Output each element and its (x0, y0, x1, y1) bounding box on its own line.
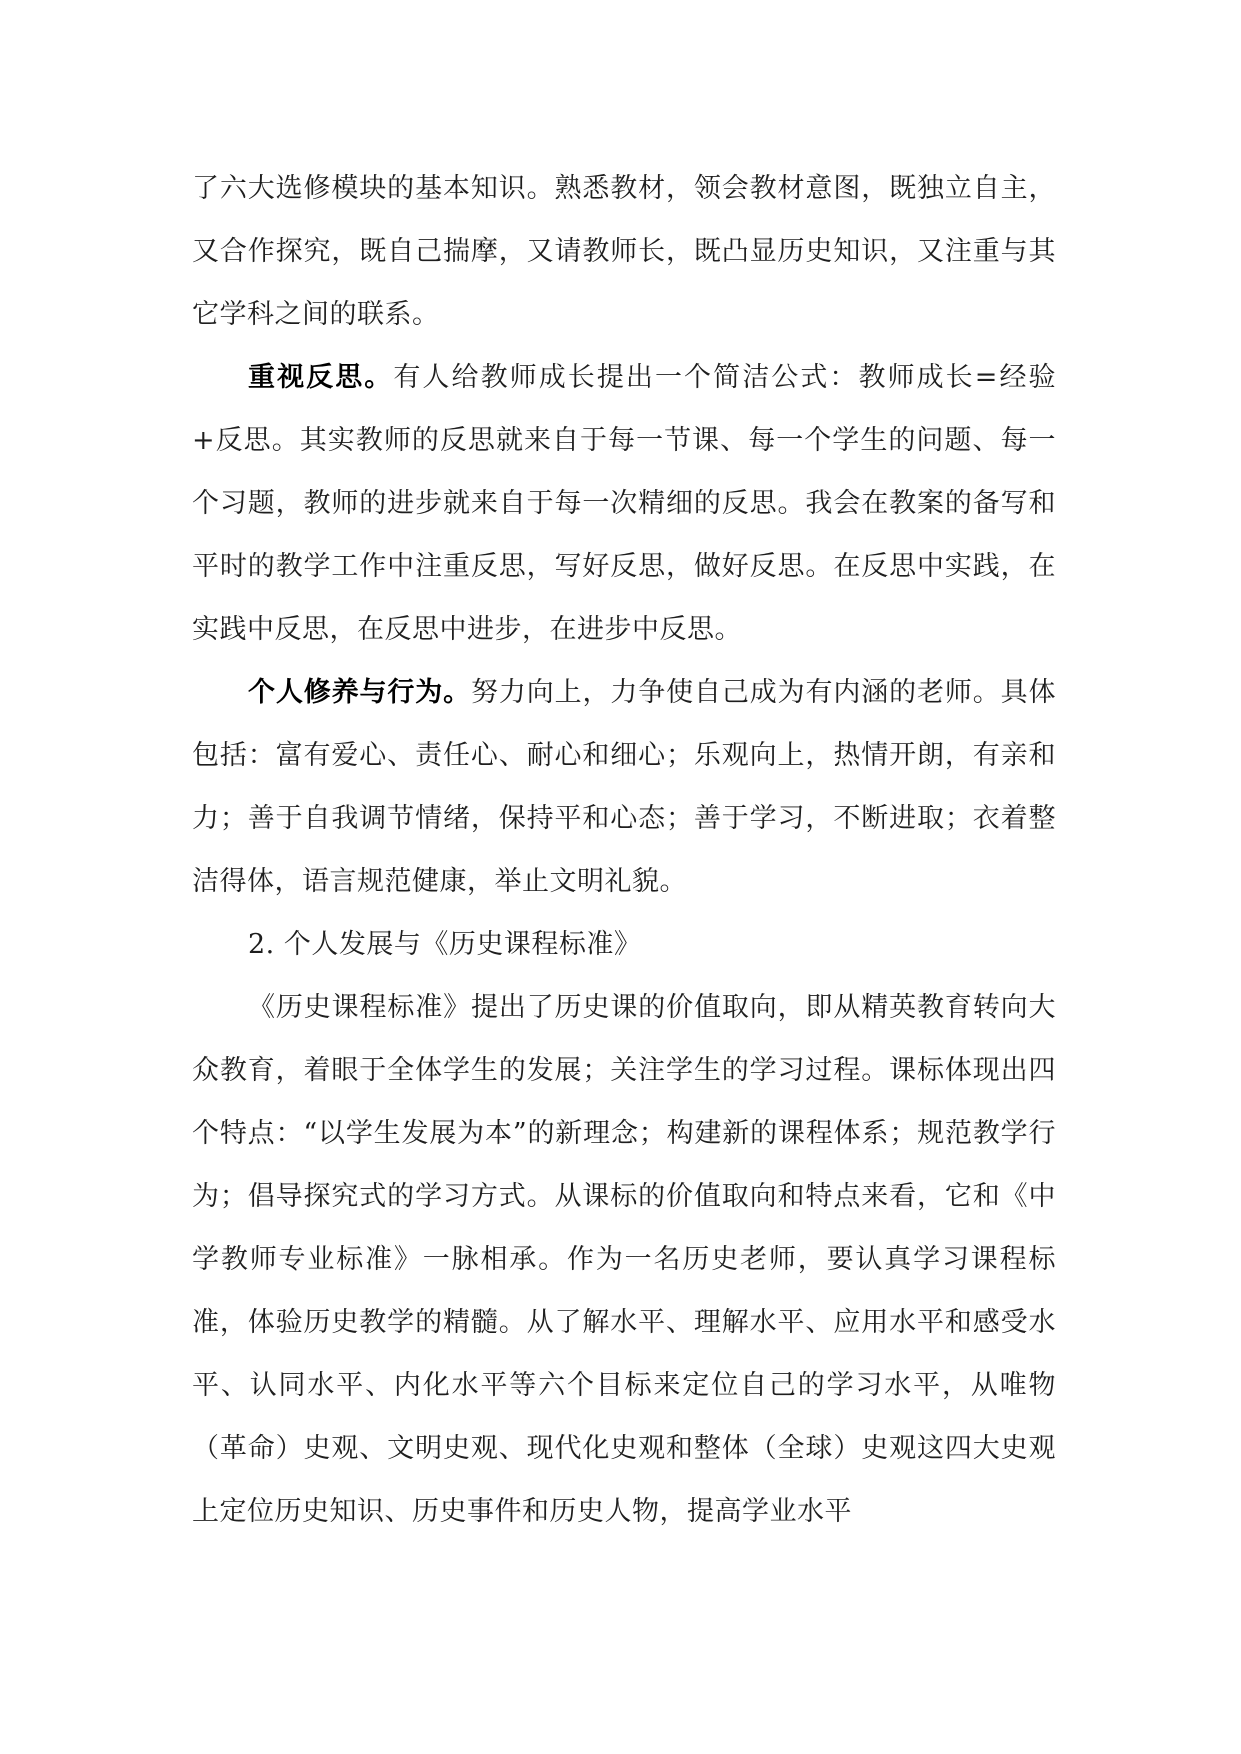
document-body (192, 157, 1056, 1543)
paragraph-text: 有人给教师成长提出一个简洁公式：教师成长=经验+反思。其实教师的反思就来自于每一节课、每一个学生的问题、每一个习题，教师的进步就来自于每一次精细的反思。我会在教案的备写和平时的教学工作中注重反思，写好反思，做好反思。在反思中实践，在实践中反思，在反思中进步，在进步中反思。 (192, 362, 1057, 645)
paragraph-reflection (192, 346, 1056, 661)
paragraph-lead-personal-conduct: 个人修养与行为。 (248, 677, 471, 708)
paragraph-lead-reflection: 重视反思。 (248, 362, 394, 393)
paragraph-curriculum-standard (192, 976, 1056, 1543)
paragraph-text: 了六大选修模块的基本知识。熟悉教材，领会教材意图，既独立自主，又合作探究，既自己揣摩，又请教师长，既凸显历史知识，又注重与其它学科之间的联系。 (192, 173, 1056, 330)
paragraph-continuation (192, 157, 1056, 346)
section-heading: 2. 个人发展与《历史课程标准》 (248, 929, 642, 960)
paragraph-text: 《历史课程标准》提出了历史课的价值取向，即从精英教育转向大众教育，着眼于全体学生的发展；关注学生的学习过程。课标体现出四个特点：“以学生发展为本”的新理念；构建新的课程体系；规范教学行为；倡导探究式的学习方式。从课标的价值取向和特点来看，它和《中学教师专业标准》一脉相承。作为一名历史老师，要认真学习课程标准，体验历史教学的精髓。从了解水平、理解水平、应用水平和感受水平、认同水平、内化水平等六个目标来定位自己的学习水平，从唯物（革命）史观、文明史观、现代化史观和整体（全球）史观这四大史观上定位历史知识、历史事件和历史人物，提高学业水平 (192, 992, 1056, 1527)
paragraph-personal-conduct (192, 661, 1056, 913)
paragraph-text: 努力向上，力争使自己成为有内涵的老师。具体包括：富有爱心、责任心、耐心和细心；乐观向上，热情开朗，有亲和力；善于自我调节情绪，保持平和心态；善于学习，不断进取；衣着整洁得体，语言规范健康，举止文明礼貌。 (192, 677, 1056, 897)
